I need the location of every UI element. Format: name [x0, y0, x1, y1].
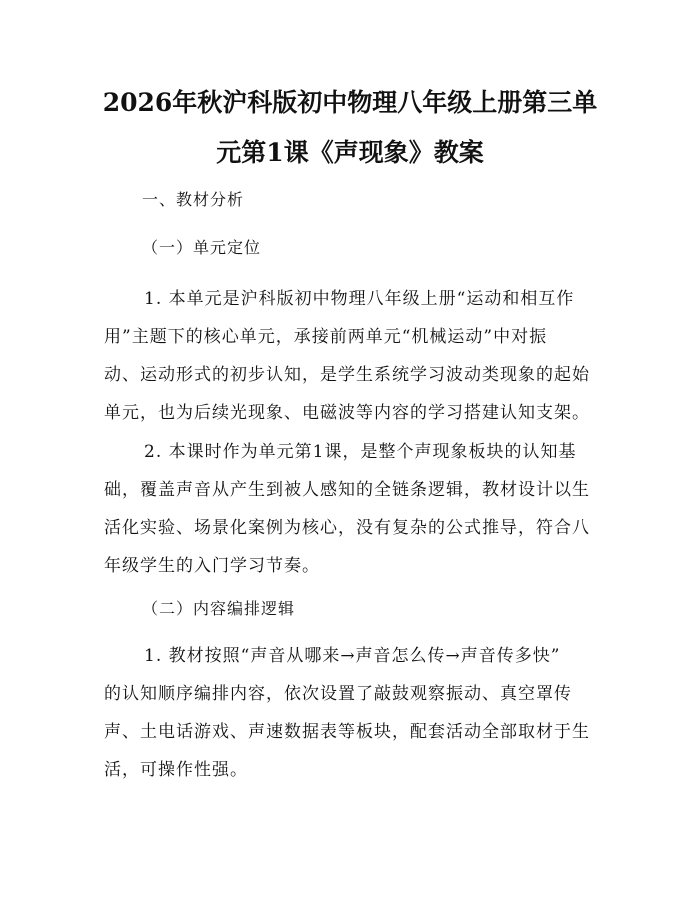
paragraph-line: 1. 本单元是沪科版初中物理八年级上册“运动和相互作 — [144, 289, 575, 309]
paragraph-line: 用”主题下的核心单元，承接前两单元“机械运动”中对振 — [104, 327, 548, 347]
paragraph-unit-positioning-1 — [104, 280, 604, 432]
paragraph-line: 础，覆盖声音从产生到被人感知的全链条逻辑，教材设计以生 — [104, 480, 590, 500]
paragraph-line: 活化实验、场景化案例为核心，没有复杂的公式推导，符合八 — [104, 518, 590, 538]
paragraph-line: 年级学生的入门学习节奏。 — [104, 556, 320, 576]
paragraph-line: 活，可操作性强。 — [104, 760, 248, 780]
paragraph-line: 声、土电话游戏、声速数据表等板块，配套活动全部取材于生 — [104, 722, 590, 742]
paragraph-line: 动、运动形式的初步认知，是学生系统学习波动类现象的起始 — [104, 365, 590, 385]
document-title-line-1: 2026年秋沪科版初中物理八年级上册第三单 — [102, 88, 598, 117]
paragraph-line: 单元，也为后续光现象、电磁波等内容的学习搭建认知支架。 — [104, 403, 590, 423]
paragraph-line: 的认知顺序编排内容，依次设置了敲鼓观察振动、真空罩传 — [104, 684, 572, 704]
subsection-heading-content-logic: （二）内容编排逻辑 — [142, 599, 296, 618]
paragraph-line: 2. 本课时作为单元第1课，是整个声现象板块的认知基 — [144, 442, 577, 462]
paragraph-unit-positioning-2 — [104, 433, 604, 585]
paragraph-line: 1. 教材按照“声音从哪来→声音怎么传→声音传多快” — [144, 646, 561, 666]
document-title-line-2: 元第1课《声现象》教案 — [216, 138, 484, 167]
subsection-heading-unit-positioning: （一）单元定位 — [142, 238, 262, 257]
paragraph-content-logic-1 — [104, 637, 604, 789]
section-heading-teaching-material-analysis: 一、教材分析 — [142, 190, 245, 209]
